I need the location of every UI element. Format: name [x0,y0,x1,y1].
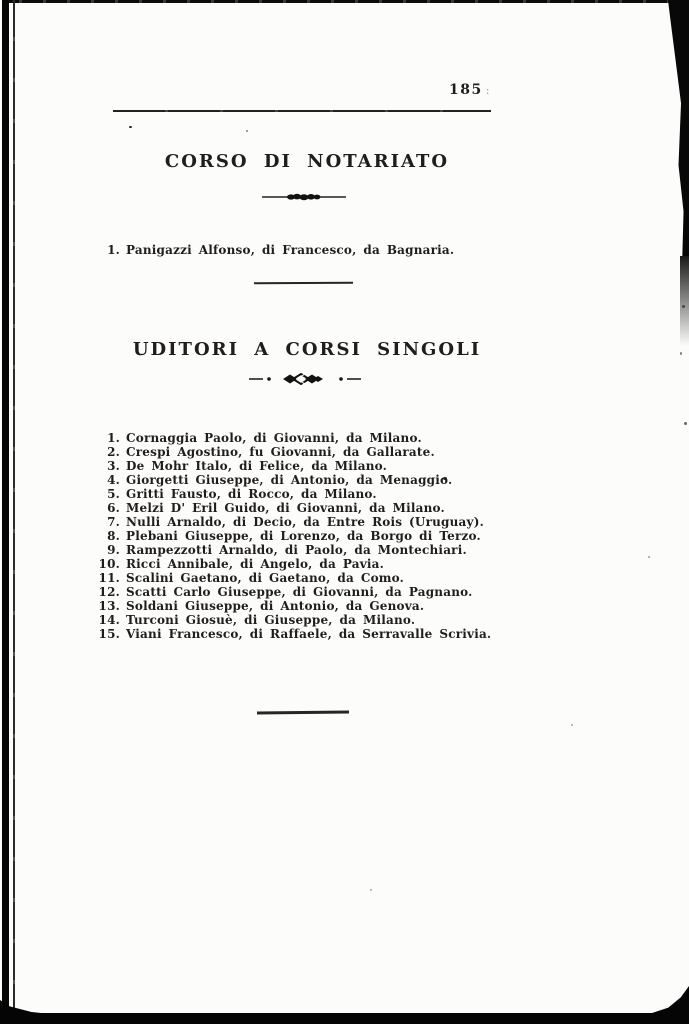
uditori-list [96,431,491,641]
list-item-text: Giorgetti Giuseppe, di Antonio, da Menaggio. [126,473,453,487]
list-item [96,445,491,459]
section-title-corso-di-notariato: CORSO DI NOTARIATO [164,151,450,172]
list-item-text: Viani Francesco, di Raffaele, da Serravalle Scrivia. [126,627,492,641]
scan-edge-right-band [668,0,689,258]
list-item [96,529,491,543]
list-item [96,571,491,585]
list-item-text: Cornaggia Paolo, di Giovanni, da Milano. [126,431,422,445]
list-item [96,543,491,557]
notariato-list [96,243,454,257]
page-number-smudge: : [485,84,491,97]
list-item-text: Plebani Giuseppe, di Lorenzo, da Borgo di Terzo. [126,529,481,543]
list-item-text: Soldani Giuseppe, di Antonio, da Genova. [126,599,425,613]
list-item [96,613,491,627]
list-item [96,627,491,641]
list-item [96,501,491,515]
list-item-number: 15. [98,627,120,641]
list-item [96,243,454,257]
list-item-text: Melzi D' Eril Guido, di Giovanni, da Milano. [126,501,445,515]
end-divider [257,711,349,715]
section-title-uditori: UDITORI A CORSI SINGOLI [132,339,482,360]
scan-edge-bottom [0,1013,689,1024]
ornament-divider [262,192,346,202]
page-number: 185 : [449,82,491,98]
list-item-text: Scalini Gaetano, di Gaetano, da Como. [126,571,405,585]
list-item-text: Panigazzi Alfonso, di Francesco, da Bagnaria. [126,243,455,257]
list-item-text: Turconi Giosuè, di Giuseppe, da Milano. [126,613,416,627]
scan-speck [129,126,132,128]
list-item [96,585,491,599]
list-item-number: 2. [107,445,120,459]
list-item-text: Scatti Carlo Giuseppe, di Giovanni, da Pagnano. [126,585,473,599]
list-item-number: 13. [98,599,120,613]
list-item-text: Nulli Arnaldo, di Decio, da Entre Rois (Uruguay). [126,515,484,529]
list-item-number: 7. [107,515,120,529]
list-item [96,515,491,529]
list-item-number: 9. [107,543,120,557]
list-item-number: 4. [107,473,120,487]
list-item [96,557,491,571]
header-rule [113,110,491,112]
list-item-number: 5. [107,487,120,501]
scan-edge-left-bar [2,0,9,1024]
list-item [96,459,491,473]
list-item-text: Crespi Agostino, fu Giovanni, da Gallarate. [126,445,435,459]
list-item-number: 8. [107,529,120,543]
scan-speck [571,724,573,726]
list-item-text: Gritti Fausto, di Rocco, da Milano. [126,487,377,501]
list-item-number: 12. [98,585,120,599]
list-item [96,599,491,613]
list-item [96,431,491,445]
scan-speck [648,556,650,558]
list-item [96,473,491,487]
section-divider [254,282,353,285]
scan-corner-bottom-right [643,986,689,1016]
scan-speck [682,305,685,308]
list-item-number: 10. [98,557,120,571]
scan-speck [684,422,687,425]
scan-edge-top [6,0,689,3]
scan-speck [680,352,682,355]
scan-speck [370,889,372,891]
list-item-number: 3. [107,459,120,473]
list-item-number: 1. [107,243,120,257]
list-item-number: 11. [98,571,120,585]
ornament-divider [249,373,361,385]
scan-edge-left-line [13,0,15,1024]
scan-speck [246,130,248,132]
list-item-text: De Mohr Italo, di Felice, da Milano. [126,459,388,473]
list-item-text: Rampezzotti Arnaldo, di Paolo, da Montechiari. [126,543,467,557]
list-item-text: Ricci Annibale, di Angelo, da Pavia. [126,557,385,571]
list-item [96,487,491,501]
list-item-number: 1. [107,431,120,445]
list-item-number: 14. [98,613,120,627]
list-item-number: 6. [107,501,120,515]
scan-edge-right-fade [680,256,689,346]
